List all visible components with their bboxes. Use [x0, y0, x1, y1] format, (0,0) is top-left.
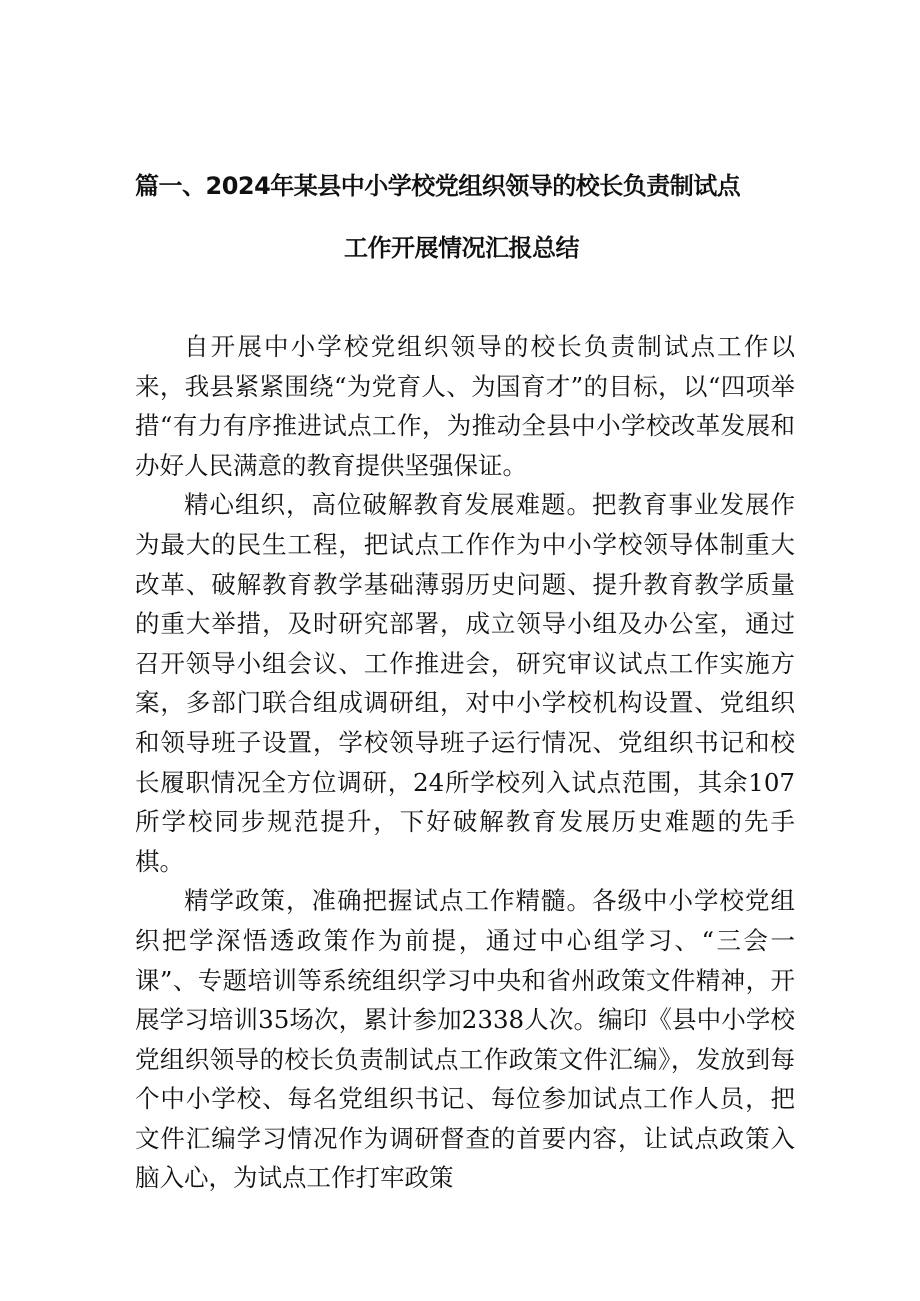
document-title-line-2: 工作开展情况汇报总结: [344, 234, 579, 262]
document-title-line-1: 篇一、2024年某县中小学校党组织领导的校长负责制试点: [135, 172, 741, 200]
paragraph-organization: 精心组织，高位破解教育发展难题。把教育事业发展作为最大的民生工程，把试点工作作为中小学校领导体制重大改革、破解教育教学基础薄弱历史问题、提升教育教学质量的重大举措，及时研究部署，成立领导小组及办公室，通过召开领导小组会议、工作推进会，研究审议试点工作实施方案，多部门联合组成调研组，对中小学校机构设置、党组织和领导班子设置，学校领导班子运行情况、党组织书记和校长履职情况全方位调研，24所学校列入试点范围，其余107所学校同步规范提升，下好破解教育发展历史难题的先手棋。: [135, 490, 795, 876]
paragraph-intro: 自开展中小学校党组织领导的校长负责制试点工作以来，我县紧紧围绕“为党育人、为国育才”的目标，以“四项举措“有力有序推进试点工作，为推动全县中小学校改革发展和办好人民满意的教育提供坚强保证。: [135, 332, 795, 480]
document-body: [135, 327, 795, 1198]
paragraph-policy-study: 精学政策，准确把握试点工作精髓。各级中小学校党组织把学深悟透政策作为前提，通过中心组学习、“三会一课”、专题培训等系统组织学习中央和省州政策文件精神，开展学习培训35场次，累计参加2338人次。编印《县中小学校党组织领导的校长负责制试点工作政策文件汇编》，发放到每个中小学校、每名党组织书记、每位参加试点工作人员，把文件汇编学习情况作为调研督查的首要内容，让试点政策入脑入心，为试点工作打牢政策: [135, 886, 795, 1193]
